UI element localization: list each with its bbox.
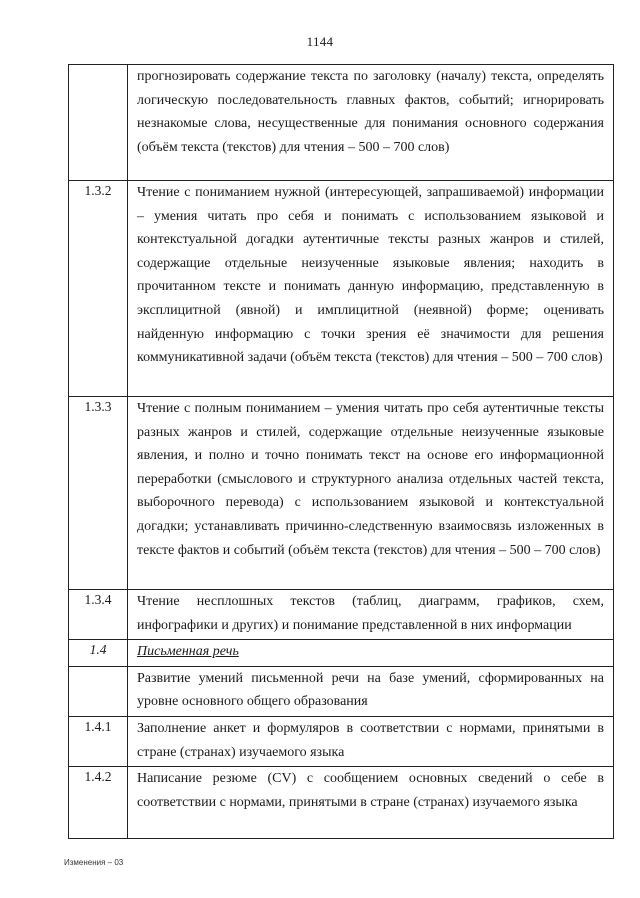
content-table [68, 64, 614, 839]
table-row [69, 397, 614, 590]
table-row [69, 767, 614, 839]
row-text: Чтение с пониманием нужной (интересующей, запрашиваемой) информации – умения читать про себя и понимать с использованием языковой и контекстуальной догадки аутентичные тексты разных жанров и стилей, содержащие отдельные неизученные языковые явления; находить в прочитанном тексте и понимать данную информацию, представленную в эксплицитной (явной) и имплицитной (неявной) форме; оценивать найденную информацию с точки зрения её значимости для решения коммуникативной задачи (объём текста (текстов) для чтения – 500 – 700 слов) [128, 181, 614, 397]
table-row [69, 716, 614, 766]
row-text: Развитие умений письменной речи на базе умений, сформированных на уровне основного общего образования [128, 666, 614, 716]
row-number: 1.3.3 [69, 397, 128, 590]
row-text: Чтение с полным пониманием – умения читать про себя аутентичные тексты разных жанров и стилей, содержащие отдельные неизученные языковые явления, и полно и точно понимать текст на основе его информационной переработки (смыслового и структурного анализа отдельных частей текста, выборочного перевода) с использованием языковой и контекстуальной догадки; устанавливать причинно-следственную взаимосвязь изложенных в тексте фактов и событий (объём текста (текстов) для чтения – 500 – 700 слов) [128, 397, 614, 590]
row-number [69, 666, 128, 716]
row-number: 1.3.4 [69, 590, 128, 640]
section-heading-row [69, 640, 614, 667]
row-text: прогнозировать содержание текста по заголовку (началу) текста, определять логическую последовательность главных фактов, событий; игнорировать незнакомые слова, несущественные для понимания основного содержания (объём текста (текстов) для чтения – 500 – 700 слов) [128, 65, 614, 181]
row-number: 1.3.2 [69, 181, 128, 397]
row-text: Заполнение анкет и формуляров в соответствии с нормами, принятыми в стране (странах) изучаемого языка [128, 716, 614, 766]
footer-note: Изменения – 03 [64, 858, 124, 867]
table-row [69, 181, 614, 397]
table-row [69, 666, 614, 716]
row-text: Чтение несплошных текстов (таблиц, диаграмм, графиков, схем, инфографики и других) и понимание представленной в них информации [128, 590, 614, 640]
row-text: Написание резюме (CV) с сообщением основных сведений о себе в соответствии с нормами, принятыми в стране (странах) изучаемого языка [128, 767, 614, 839]
section-title [128, 640, 614, 667]
section-title-text: Письменная речь [137, 644, 239, 660]
page-number: 1144 [306, 34, 334, 49]
table-row [69, 65, 614, 181]
table-row [69, 590, 614, 640]
row-number [69, 65, 128, 181]
row-number: 1.4.2 [69, 767, 128, 839]
section-number: 1.4 [69, 640, 128, 667]
row-number: 1.4.1 [69, 716, 128, 766]
